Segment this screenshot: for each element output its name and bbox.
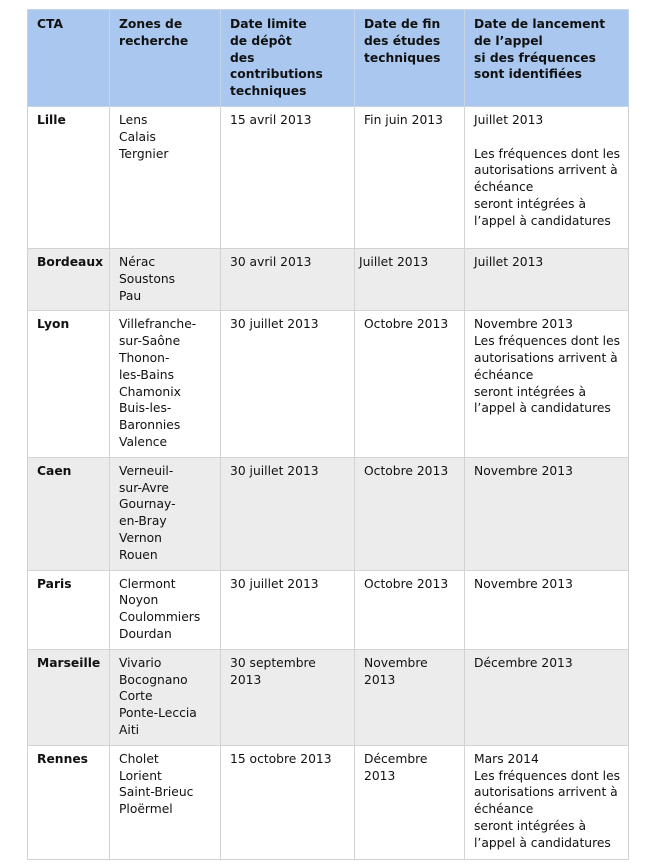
header-line: des [230,50,255,65]
zones-cell [110,457,221,570]
cta-name: Paris [37,576,72,591]
launch-note-line: seront intégrées à [474,818,586,833]
cta-name: Rennes [37,751,88,766]
cta-cell [28,106,110,248]
header-line: de l’appel [474,33,543,48]
zone-name: Nérac [119,254,156,269]
deposit-date: 30 juillet 2013 [230,576,319,591]
header-cta [28,10,110,107]
zone-name: Ponte-Leccia [119,706,197,721]
call-launch-cell [465,649,629,745]
study-end-date: Décembre [364,751,428,766]
header-line: des études [364,33,441,48]
zone-name: en-Bray [119,514,167,529]
study-end-cell [355,457,465,570]
zone-name: Lorient [119,768,162,783]
zones-cell [110,570,221,649]
header-call-launch [465,10,629,107]
zone-name: Noyon [119,593,159,608]
deposit-deadline-cell [221,649,355,745]
zones-cell [110,649,221,745]
zone-name: Chamonix [119,384,181,399]
launch-note-line: seront intégrées à [474,196,586,211]
table-row [28,745,629,859]
launch-note-line: échéance [474,180,534,195]
launch-note-line: Les fréquences dont les [474,146,621,161]
header-line: si des fréquences [474,50,596,65]
table-row [28,649,629,745]
zone-name: Bocognano [119,672,188,687]
call-launch-cell [465,248,629,310]
zone-name: Baronnies [119,418,181,433]
zones-cell [110,745,221,859]
zone-name: Valence [119,434,168,449]
launch-date: Mars 2014 [474,751,539,766]
launch-date: Décembre 2013 [474,655,573,670]
launch-note-line: l’appel à candidatures [474,213,611,228]
launch-date: Novembre 2013 [474,576,573,591]
study-end-cell [355,745,465,859]
cta-cell [28,649,110,745]
cta-cell [28,745,110,859]
zone-name: Soustons [119,271,176,286]
launch-note-line: autorisations arrivent à [474,350,618,365]
zone-name: Pau [119,288,142,303]
table-row [28,248,629,310]
cta-name: Caen [37,463,72,478]
cta-cell [28,570,110,649]
zone-name: Vivario [119,655,162,670]
header-line: techniques [364,50,441,65]
header-line: de dépôt [230,33,292,48]
zone-name: sur-Saône [119,334,181,349]
cta-name: Marseille [37,655,101,670]
study-end-cell [355,248,465,310]
study-end-cell [355,106,465,248]
zone-name: Corte [119,689,153,704]
zone-name: Villefranche- [119,317,197,332]
header-line: sont identifiées [474,67,583,82]
deposit-date: 30 avril 2013 [230,254,312,269]
zone-name: Lens [119,112,148,127]
study-end-date: Octobre 2013 [364,576,449,591]
cta-name: Bordeaux [37,254,104,269]
launch-note-line: l’appel à candidatures [474,835,611,850]
launch-date: Juillet 2013 [474,112,544,127]
launch-note-line: autorisations arrivent à [474,785,618,800]
cta-name: Lyon [37,317,70,332]
header-zones [110,10,221,107]
zone-name: Cholet [119,751,159,766]
deposit-deadline-cell [221,106,355,248]
zone-name: Thonon- [119,350,170,365]
study-end-date: Juillet 2013 [359,254,429,269]
zone-name: Clermont [119,576,176,591]
call-launch-cell [465,745,629,859]
header-line: Zones de [119,17,183,31]
deposit-date: 30 juillet 2013 [230,463,319,478]
zones-cell [110,106,221,248]
zone-name: Dourdan [119,626,172,641]
table-row [28,311,629,457]
zone-name: les-Bains [119,367,174,382]
deposit-date: 15 octobre 2013 [230,751,332,766]
cta-cell [28,457,110,570]
launch-note-line: Les fréquences dont les [474,334,621,349]
spacer [474,129,620,146]
launch-note-line: l’appel à candidatures [474,401,611,416]
deposit-date: 30 juillet 2013 [230,317,319,332]
cta-cell [28,248,110,310]
header-study-end [355,10,465,107]
zones-cell [110,311,221,457]
header-deposit-deadline [221,10,355,107]
header-line: CTA [37,17,63,31]
zone-name: Buis-les- [119,401,172,416]
header-line: contributions [230,67,323,82]
launch-date: Juillet 2013 [474,254,544,269]
study-end-cell [355,649,465,745]
study-end-cell [355,570,465,649]
launch-note-line: Les fréquences dont les [474,768,621,783]
zone-name: Ploërmel [119,802,173,817]
study-end-date: Octobre 2013 [364,317,449,332]
table-row [28,457,629,570]
zone-name: Tergnier [119,146,169,161]
zone-name: Coulommiers [119,610,201,625]
cta-name: Lille [37,112,66,127]
header-line: Date de lancement [474,17,606,31]
table-row [28,570,629,649]
deposit-deadline-cell [221,745,355,859]
call-launch-cell [465,106,629,248]
header-line: recherche [119,33,189,48]
launch-note-line: autorisations arrivent à [474,163,618,178]
zone-name: sur-Avre [119,480,169,495]
zones-cell [110,248,221,310]
study-end-cell [355,311,465,457]
deposit-date: 30 septembre [230,655,316,670]
launch-note-line: échéance [474,802,534,817]
deposit-date: 2013 [230,672,262,687]
call-launch-cell [465,570,629,649]
zone-name: Calais [119,129,156,144]
study-end-date: Novembre [364,655,428,670]
study-end-date: Octobre 2013 [364,463,449,478]
zone-name: Aiti [119,722,140,737]
deposit-deadline-cell [221,248,355,310]
zone-name: Verneuil- [119,463,174,478]
deposit-deadline-cell [221,570,355,649]
study-end-date: 2013 [364,672,396,687]
zone-name: Saint-Brieuc [119,785,194,800]
deposit-date: 15 avril 2013 [230,112,312,127]
header-line: techniques [230,84,307,99]
deposit-deadline-cell [221,457,355,570]
header-line: Date de fin [364,17,441,31]
frequency-schedule-table [27,9,629,860]
zone-name: Gournay- [119,497,176,512]
cta-cell [28,311,110,457]
deposit-deadline-cell [221,311,355,457]
zone-name: Vernon [119,530,162,545]
zone-name: Rouen [119,547,158,562]
launch-note-line: échéance [474,367,534,382]
launch-date: Novembre 2013 [474,317,573,332]
call-launch-cell [465,457,629,570]
launch-note-line: seront intégrées à [474,384,586,399]
study-end-date: Fin juin 2013 [364,112,443,127]
header-line: Date limite [230,17,307,31]
header-row [28,10,629,107]
table-row [28,106,629,248]
launch-date: Novembre 2013 [474,463,573,478]
call-launch-cell [465,311,629,457]
study-end-date: 2013 [364,768,396,783]
